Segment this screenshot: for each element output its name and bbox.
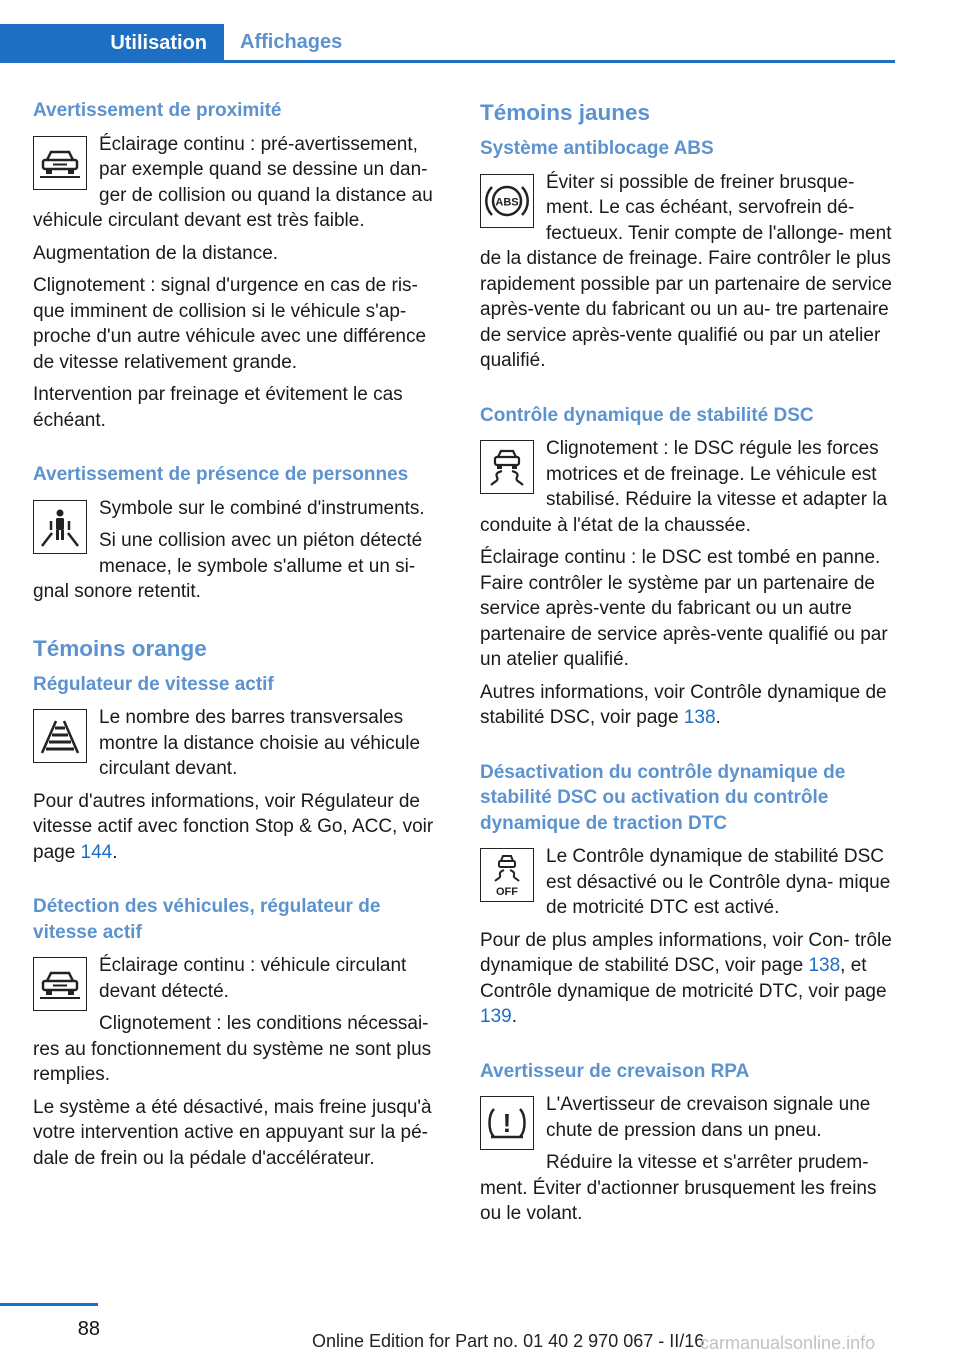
watermark: carmanualsonline.info: [700, 1333, 876, 1353]
svg-text:!: !: [502, 1108, 512, 1138]
heading-proximity-warning: Avertissement de proximité: [33, 100, 282, 121]
dtc-text-2: Pour de plus amples informations, voir Con- trôle dynamique de stabilité DSC, voir page 138, et Contrôle dynamique de motricité DTC, voir page 139.: [480, 929, 892, 1027]
dsc-off-icon: [480, 848, 534, 902]
right-column: [480, 98, 897, 1234]
proximity-text-4: Intervention par freinage et évitement le cas échéant.: [33, 384, 403, 431]
page-number: 88: [77, 1318, 100, 1340]
svg-text:ABS: ABS: [495, 196, 519, 208]
heading-dsc-off-dtc: Désactivation du contrôle dynamique de stabilité DSC ou activation du contrôle dynamique de traction DTC: [480, 761, 846, 834]
dtc-text-1: Le Contrôle dynamique de stabilité DSC est désactivé ou le Contrôle dyna- mique de motricité DTC est activé.: [546, 846, 891, 918]
page-link-138[interactable]: 138: [808, 955, 841, 976]
proximity-text-2: Augmentation de la distance.: [33, 242, 279, 264]
heading-person-warning: Avertissement de présence de personnes: [33, 464, 409, 485]
proximity-text-1: Éclairage continu : pré-avertissement, par exemple quand se dessine un dan- ger de collision ou quand la distance au véhicule circulant devant est très faible.: [33, 133, 433, 231]
cruise-text-2: Pour d'autres informations, voir Régulateur de vitesse actif avec fonction Stop & Go, ACC, voir page 144.: [33, 790, 434, 863]
header-rule: [0, 60, 895, 63]
footer-rule: [0, 1303, 98, 1306]
page-link-139[interactable]: 139: [480, 1006, 512, 1027]
car-front-icon: [33, 957, 87, 1011]
tire-warning-icon: [480, 1096, 534, 1150]
heading-rpa: Avertisseur de crevaison RPA: [480, 1060, 750, 1082]
heading-yellow-lights: Témoins jaunes: [480, 100, 651, 125]
page-link-138[interactable]: 138: [683, 707, 716, 728]
abs-text-1: Éviter si possible de freiner brusque- ment. Le cas échéant, servofrein dé- fectueux. Tenir compte de l'allonge- ment de la distance de freinage. Faire contrôler le plus rapidement possible par un partenaire de service après-vente du fabricant ou un au- tre partenaire de service après-vente qualifié ou par un atelier qualifié.: [480, 171, 892, 371]
heading-active-cruise: Régulateur de vitesse actif: [33, 673, 274, 695]
abs-icon: [480, 174, 534, 228]
cruise-text-1: Le nombre des barres transversales montre la distance choisie au véhicule circulant devant.: [99, 707, 421, 779]
left-column: [33, 98, 448, 1178]
tab-utilisation[interactable]: Utilisation: [0, 24, 224, 63]
rpa-text-1: L'Avertisseur de crevaison signale une chute de pression dans un pneu.: [546, 1094, 871, 1141]
proximity-text-3: Clignotement : signal d'urgence en cas de ris- que imminent de collision si le véhicule s'ap- proche d'un autre véhicule avec une différence de vitesse relativement grande.: [33, 275, 427, 373]
page-link-144[interactable]: 144: [80, 841, 113, 863]
heading-vehicle-detection: Détection des véhicules, régulateur de vitesse actif: [33, 896, 381, 943]
detection-text-3: Le système a été désactivé, mais freine jusqu'à votre intervention active en appuyant sur la pé- dale de frein ou la pédale d'accélérateur.: [33, 1096, 432, 1169]
person-text-2: Si une collision avec un piéton détecté menace, le symbole s'allume et un si- gnal sonore retentit.: [33, 530, 423, 602]
dsc-text-3: Autres informations, voir Contrôle dynamique de stabilité DSC, voir page 138.: [480, 681, 887, 728]
dsc-skid-icon: [480, 440, 534, 494]
tab-affichages[interactable]: Affichages: [240, 30, 343, 53]
detection-text-2: Clignotement : les conditions nécessai- res au fonctionnement du système ne sont plus remplies.: [33, 1013, 432, 1085]
rpa-text-2: Réduire la vitesse et s'arrêter prudem- ment. Éviter d'actionner brusquement les freins ou le volant.: [480, 1152, 877, 1224]
header-tabbar: [0, 0, 895, 64]
heading-abs: Système antiblocage ABS: [480, 138, 714, 159]
pedestrian-icon: [33, 500, 87, 554]
svg-text:OFF: OFF: [496, 886, 518, 897]
person-text-1: Symbole sur le combiné d'instruments.: [99, 497, 425, 519]
dsc-text-2: Éclairage continu : le DSC est tombé en panne. Faire contrôler le système par un partenaire de service après-vente du fabricant ou un autre partenaire de service après-vente qualifié ou par un atelier qualifié.: [480, 547, 888, 670]
dsc-text-1: Clignotement : le DSC régule les forces motrices et de freinage. Le véhicule est stabilisé. Réduire la vitesse et adapter la conduite à l'état de la chaussée.: [480, 438, 888, 536]
heading-dsc: Contrôle dynamique de stabilité DSC: [480, 404, 814, 426]
car-front-icon: [33, 136, 87, 190]
distance-bars-icon: [33, 709, 87, 763]
detection-text-1: Éclairage continu : véhicule circulant devant détecté.: [99, 955, 407, 1002]
edition-text: Online Edition for Part no. 01 40 2 970 067 - II/16: [312, 1331, 705, 1351]
heading-orange-lights: Témoins orange: [33, 635, 207, 661]
